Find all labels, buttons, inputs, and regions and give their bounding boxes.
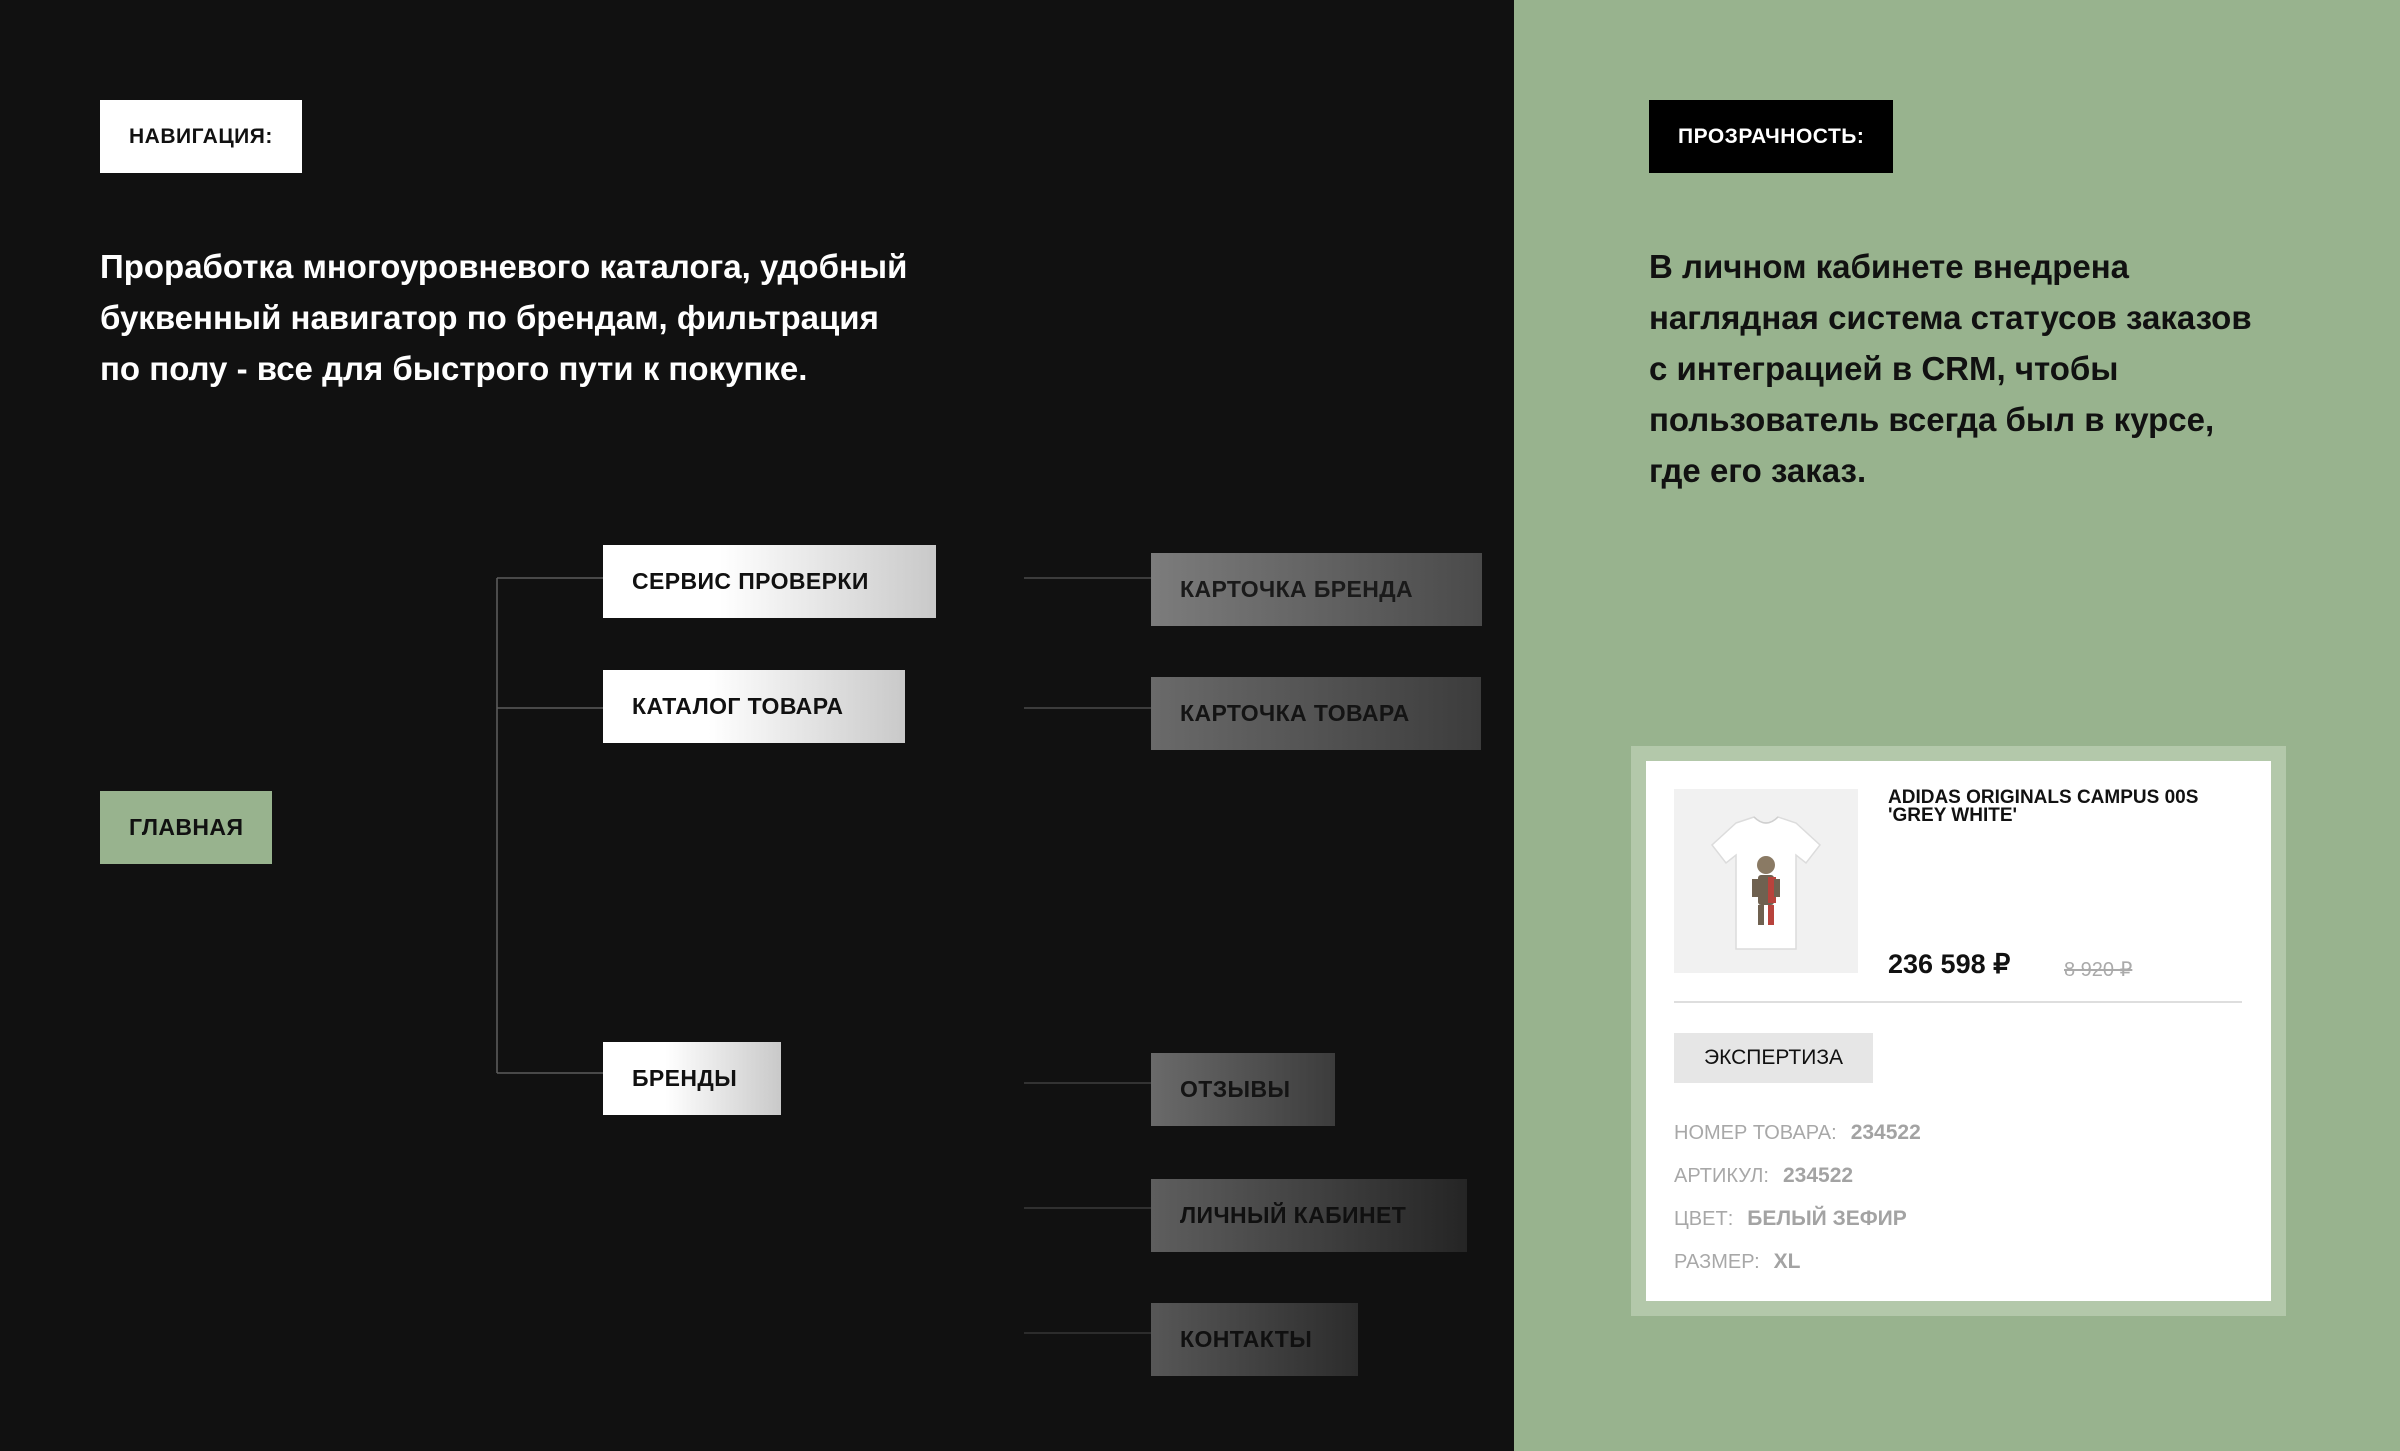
transparency-description-line: с интеграцией в CRM, чтобы xyxy=(1649,350,2119,387)
product-property-size xyxy=(1674,1250,1801,1274)
property-label: ЦВЕТ: xyxy=(1674,1208,1734,1230)
transparency-description xyxy=(1649,241,2252,496)
navigation-tag: НАВИГАЦИЯ: xyxy=(100,100,302,173)
product-property-article xyxy=(1674,1164,1853,1188)
transparency-description-line: наглядная система статусов заказов xyxy=(1649,299,2252,336)
diagram-node-contacts: КОНТАКТЫ xyxy=(1151,1303,1358,1376)
navigation-description-line: по полу - все для быстрого пути к покупке. xyxy=(100,350,808,387)
tshirt-icon xyxy=(1674,789,1858,973)
diagram-node-check-service: СЕРВИС ПРОВЕРКИ xyxy=(603,545,936,618)
product-thumbnail[interactable] xyxy=(1674,789,1858,973)
property-value: XL xyxy=(1773,1250,1801,1273)
transparency-description-line: пользователь всегда был в курсе, xyxy=(1649,401,2215,438)
navigation-description xyxy=(100,241,907,394)
property-label: РАЗМЕР: xyxy=(1674,1251,1760,1273)
product-old-price: 8 920 ₽ xyxy=(2064,959,2133,981)
diagram-node-account: ЛИЧНЫЙ КАБИНЕТ xyxy=(1151,1179,1467,1252)
transparency-description-line: В личном кабинете внедрена xyxy=(1649,248,2130,285)
order-status-badge: ЭКСПЕРТИЗА xyxy=(1674,1033,1873,1083)
product-property-color xyxy=(1674,1207,1907,1231)
transparency-tag: ПРОЗРАЧНОСТЬ: xyxy=(1649,100,1893,173)
diagram-node-brands: БРЕНДЫ xyxy=(603,1042,781,1115)
diagram-node-reviews: ОТЗЫВЫ xyxy=(1151,1053,1335,1126)
diagram-node-brand-card: КАРТОЧКА БРЕНДА xyxy=(1151,553,1482,626)
property-value: 234522 xyxy=(1782,1164,1854,1187)
product-price: 236 598 ₽ xyxy=(1888,949,2011,979)
card-divider xyxy=(1674,1001,2242,1003)
property-label: АРТИКУЛ: xyxy=(1674,1165,1769,1187)
product-title[interactable]: ADIDAS ORIGINALS CAMPUS 00S 'GREY WHITE' xyxy=(1888,787,2199,826)
property-value: 234522 xyxy=(1850,1121,1921,1144)
navigation-description-line: Проработка многоуровневого каталога, удобный xyxy=(100,248,908,285)
diagram-node-product-card: КАРТОЧКА ТОВАРА xyxy=(1151,677,1481,750)
diagram-node-home: ГЛАВНАЯ xyxy=(100,791,272,864)
navigation-description-line: буквенный навигатор по брендам, фильтрация xyxy=(100,299,879,336)
property-value: БЕЛЫЙ ЗЕФИР xyxy=(1747,1207,1907,1230)
transparency-description-line: где его заказ. xyxy=(1649,452,1867,489)
product-property-sku-number xyxy=(1674,1121,1921,1145)
property-label: НОМЕР ТОВАРА: xyxy=(1674,1122,1837,1144)
diagram-node-catalog: КАТАЛОГ ТОВАРА xyxy=(603,670,905,743)
product-card[interactable] xyxy=(1646,761,2271,1301)
